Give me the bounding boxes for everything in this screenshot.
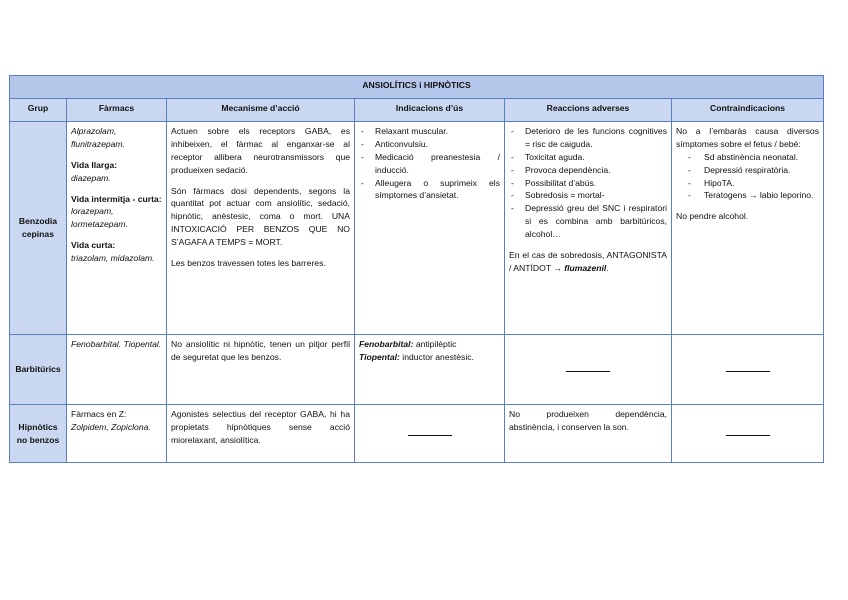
adverse-cell: No produeixen dependència, abstinència, i conserven la son. (505, 405, 672, 463)
drug-names: Alprazolam, flunitrazepam. (71, 126, 125, 149)
mid-half-life-label: Vida intermitja - curta: (71, 193, 162, 204)
contraindications-cell-empty (672, 405, 824, 463)
list-item: - Depressió respiratòria. (676, 164, 819, 177)
header-adverse-reactions: Reaccions adverses (505, 99, 672, 122)
list-item: - Alleugera o suprimeix els símptomes d’ansietat. (359, 177, 500, 203)
header-drugs: Fàrmacs (67, 99, 167, 122)
mechanism-paragraph: Són fàrmacs dosi dependents, segons la quantitat pot actuar com ansiolític, sedació, hipnòtic, anèstesic, coma o mort. UNA INTOXICACIÓ PER BENZOS QUE NO S’AGAFA A TEMPS = MORT. (171, 185, 350, 248)
adverse-cell (505, 122, 672, 335)
indications-list (359, 125, 500, 202)
contra-extra: No pendre alcohol. (676, 211, 749, 222)
mechanism-cell: Agonistes selectius del receptor GABA, hi ha propietats hipnòtiques sense acció miorelaxant, ansiolítica. (167, 405, 355, 463)
blank-line (408, 427, 452, 436)
contra-list (676, 151, 819, 203)
blank-line (726, 363, 770, 372)
overdose-note: En el cas de sobredosis, ANTAGONISTA / ANTÍDOT → flumazenil. (509, 250, 667, 273)
mechanism-cell: No ansiolític ni hipnòtic, tenen un pitjor perfil de seguretat que les benzos. (167, 335, 355, 405)
group-cell: Barbitúrics (10, 335, 67, 405)
mechanism-cell (167, 122, 355, 335)
antidote-name: flumazenil (564, 262, 607, 273)
contraindications-cell (672, 122, 824, 335)
list-item: - Toxicitat aguda. (509, 151, 667, 164)
adverse-list (509, 125, 667, 241)
short-half-life-drug: triazolam, midazolam. (71, 253, 155, 264)
table-row-benzodiacepinas (10, 122, 824, 335)
table-row-hipnotics (10, 405, 824, 463)
group-cell: Hipnòtics no benzos (10, 405, 67, 463)
short-half-life-label: Vida curta: (71, 240, 116, 251)
indications-cell-empty (355, 405, 505, 463)
list-item: - HipoTA. (676, 177, 819, 190)
list-item: - Relaxant muscular. (359, 125, 500, 138)
drugs-cell: Fenobarbital. Tiopental. (67, 335, 167, 405)
list-item: - Anticonvulsiu. (359, 138, 500, 151)
indication-line: Tiopental: inductor anestèsic. (359, 351, 474, 362)
contraindications-cell-empty (672, 335, 824, 405)
header-group: Grup (10, 99, 67, 122)
list-item: - Medicació preanestesia / inducció. (359, 151, 500, 177)
drugs-intro: Fàrmacs en Z: (71, 409, 127, 419)
drugs-cell (67, 405, 167, 463)
list-item: - Sobredosis = mortal- (509, 189, 667, 202)
header-mechanism: Mecanisme d’acció (167, 99, 355, 122)
mechanism-paragraph: Les benzos travessen totes les barreres. (171, 258, 326, 269)
long-half-life-label: Vida llarga: (71, 159, 118, 170)
table-row-barbiturics (10, 335, 824, 405)
list-item: - Depressió greu del SNC i respiratori si es combina amb barbitúricos, alcohol… (509, 202, 667, 241)
indications-cell (355, 335, 505, 405)
adverse-cell-empty (505, 335, 672, 405)
contra-intro: No a l’embaràs causa diversos símptomes sobre el fetus / bebé: (676, 126, 820, 149)
header-contraindications: Contraindicacions (672, 99, 824, 122)
drugs-cell (67, 122, 167, 335)
mechanism-paragraph: Actuen sobre els receptors GABA, es inhibeixen, el fàrmac al enganxar-se al receptor allibera neurotransmissors que produeixen sedació. (171, 126, 350, 175)
drug-names: Zolpidem, Zopiclona. (71, 421, 151, 432)
long-half-life-drug: diazepam. (71, 172, 111, 183)
table-title: ANSIOLÍTICS i HIPNÒTICS (10, 76, 824, 99)
blank-line (566, 363, 610, 372)
blank-line (726, 427, 770, 436)
group-cell: Benzodia cepinas (10, 122, 67, 335)
list-item: - Teratogens → labio leporino. (676, 189, 819, 202)
list-item: - Deterioro de les funcions cognitives = risc de caiguda. (509, 125, 667, 151)
drug-summary-table (9, 75, 824, 463)
list-item: - Sd abstinència neonatal. (676, 151, 819, 164)
indication-line: Fenobarbital: antipilèptic (359, 339, 457, 349)
list-item: - Provoca dependència. (509, 164, 667, 177)
header-indications: Indicacions d’ús (355, 99, 505, 122)
indications-cell (355, 122, 505, 335)
list-item: - Possibilitat d’abús. (509, 177, 667, 190)
mid-half-life-drug: lorazepam, lormetazepam. (71, 206, 128, 230)
